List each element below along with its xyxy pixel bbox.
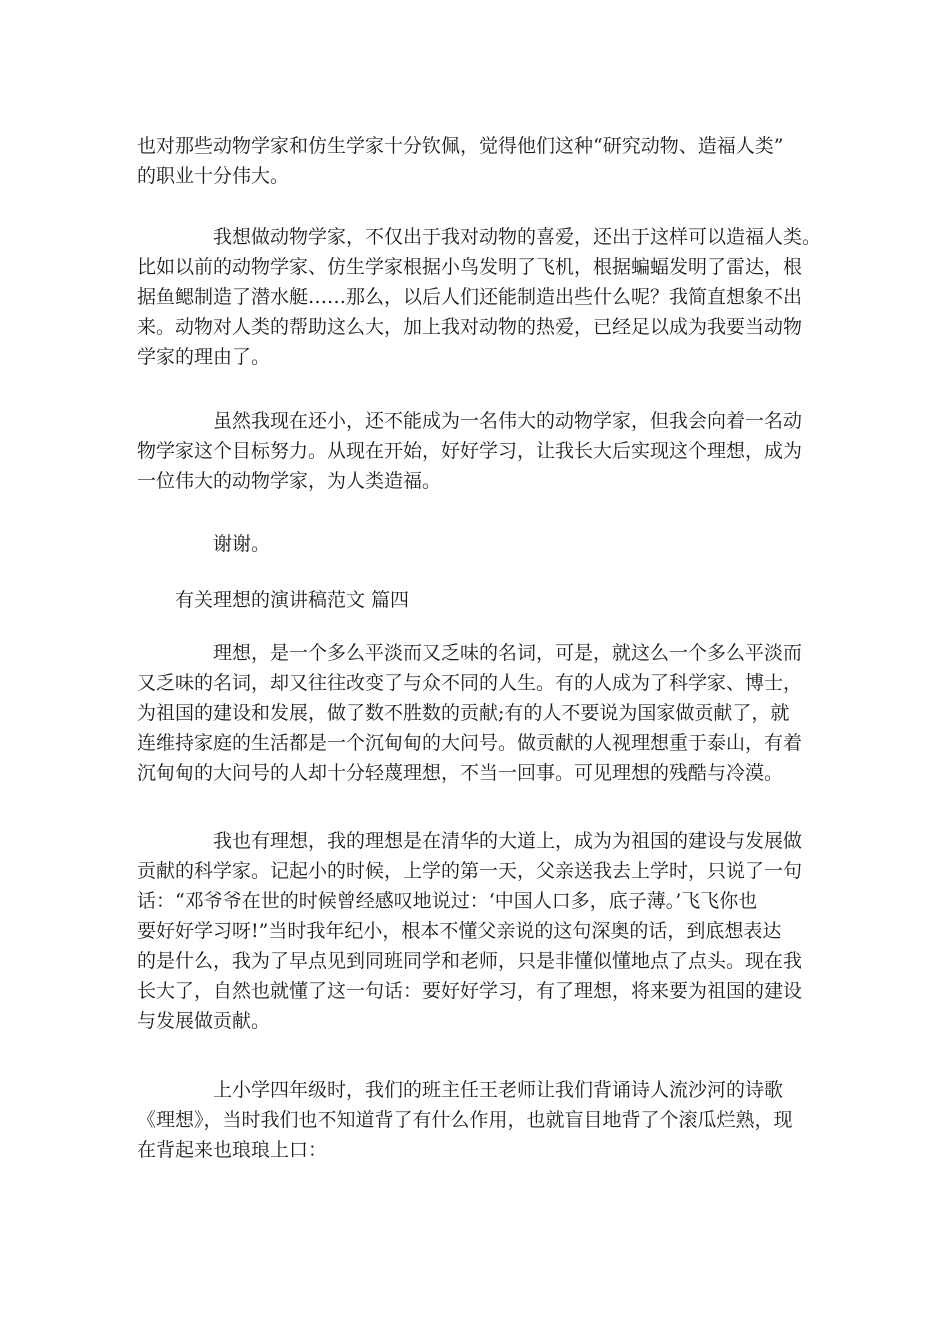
text-line: 据鱼鳃制造了潜水艇……那么，以后人们还能制造出些什么呢？我简直想象不出 (137, 286, 803, 308)
text-line: 为祖国的建设和发展，做了数不胜数的贡献;有的人不要说为国家做贡献了，就 (137, 702, 790, 724)
text-line: 也对那些动物学家和仿生学家十分钦佩，觉得他们这种“研究动物、造福人类” (137, 135, 784, 157)
text-line: 我想做动物学家，不仅出于我对动物的喜爱，还出于这样可以造福人类。 (213, 226, 822, 248)
paragraph-goal (137, 406, 817, 496)
text-line: 的职业十分伟大。 (137, 165, 290, 187)
paragraph-ideal-intro (137, 638, 817, 788)
paragraph-why-zoologist (137, 222, 822, 372)
text-line: 我也有理想，我的理想是在清华的大道上，成为为祖国的建设与发展做 (213, 830, 803, 852)
text-line: 长大了，自然也就懂了这一句话：要好好学习，有了理想，将来要为祖国的建设 (137, 980, 803, 1002)
text-line: 《理想》，当时我们也不知道背了有什么作用，也就盲目地背了个滚瓜烂熟，现 (137, 1109, 793, 1131)
text-line: 比如以前的动物学家、仿生学家根据小鸟发明了飞机，根据蝙蝠发明了雷达，根 (137, 256, 803, 278)
text-line: 一位伟大的动物学家，为人类造福。 (137, 470, 442, 492)
paragraph-my-ideal (137, 826, 817, 1036)
text-line: 在背起来也琅琅上口： (137, 1139, 328, 1161)
text-line: 要好好学习呀!”当时我年纪小，根本不懂父亲说的这句深奥的话，到底想表达 (137, 920, 782, 942)
text-line: 学家的理由了。 (137, 346, 271, 368)
text-line: 与发展做贡献。 (137, 1010, 271, 1032)
text-line: 又乏味的名词，却又往往改变了与众不同的人生。有的人成为了科学家、博士， (137, 672, 803, 694)
paragraph-poem-memory (137, 1075, 817, 1165)
text-line: 来。动物对人类的帮助这么大，加上我对动物的热爱，已经足以成为我要当动物 (137, 316, 803, 338)
text-line: 理想，是一个多么平淡而又乏味的名词，可是，就这么一个多么平淡而 (213, 642, 803, 664)
section-heading: 有关理想的演讲稿范文 篇四 (175, 589, 410, 611)
text-line: 物学家这个目标努力。从现在开始，好好学习，让我长大后实现这个理想，成为 (137, 440, 803, 462)
paragraph-thanks (137, 529, 817, 559)
text-line: 上小学四年级时，我们的班主任王老师让我们背诵诗人流沙河的诗歌 (213, 1079, 784, 1101)
text-line: 贡献的科学家。记起小的时候，上学的第一天，父亲送我去上学时，只说了一句 (137, 860, 803, 882)
paragraph-continuation (137, 131, 817, 191)
text-line: 沉甸甸的大问号的人却十分轻蔑理想，不当一回事。可见理想的残酷与冷漠。 (137, 762, 784, 784)
text-line: 的是什么，我为了早点见到同班同学和老师，只是非懂似懂地点了点头。现在我 (137, 950, 803, 972)
text-line: 谢谢。 (213, 533, 271, 555)
text-line: 话：“邓爷爷在世的时候曾经感叹地说过：‘中国人口多，底子薄。’飞飞你也 (137, 890, 758, 912)
text-line: 虽然我现在还小，还不能成为一名伟大的动物学家，但我会向着一名动 (213, 410, 803, 432)
text-line: 连维持家庭的生活都是一个沉甸甸的大问号。做贡献的人视理想重于泰山，有着 (137, 732, 803, 754)
